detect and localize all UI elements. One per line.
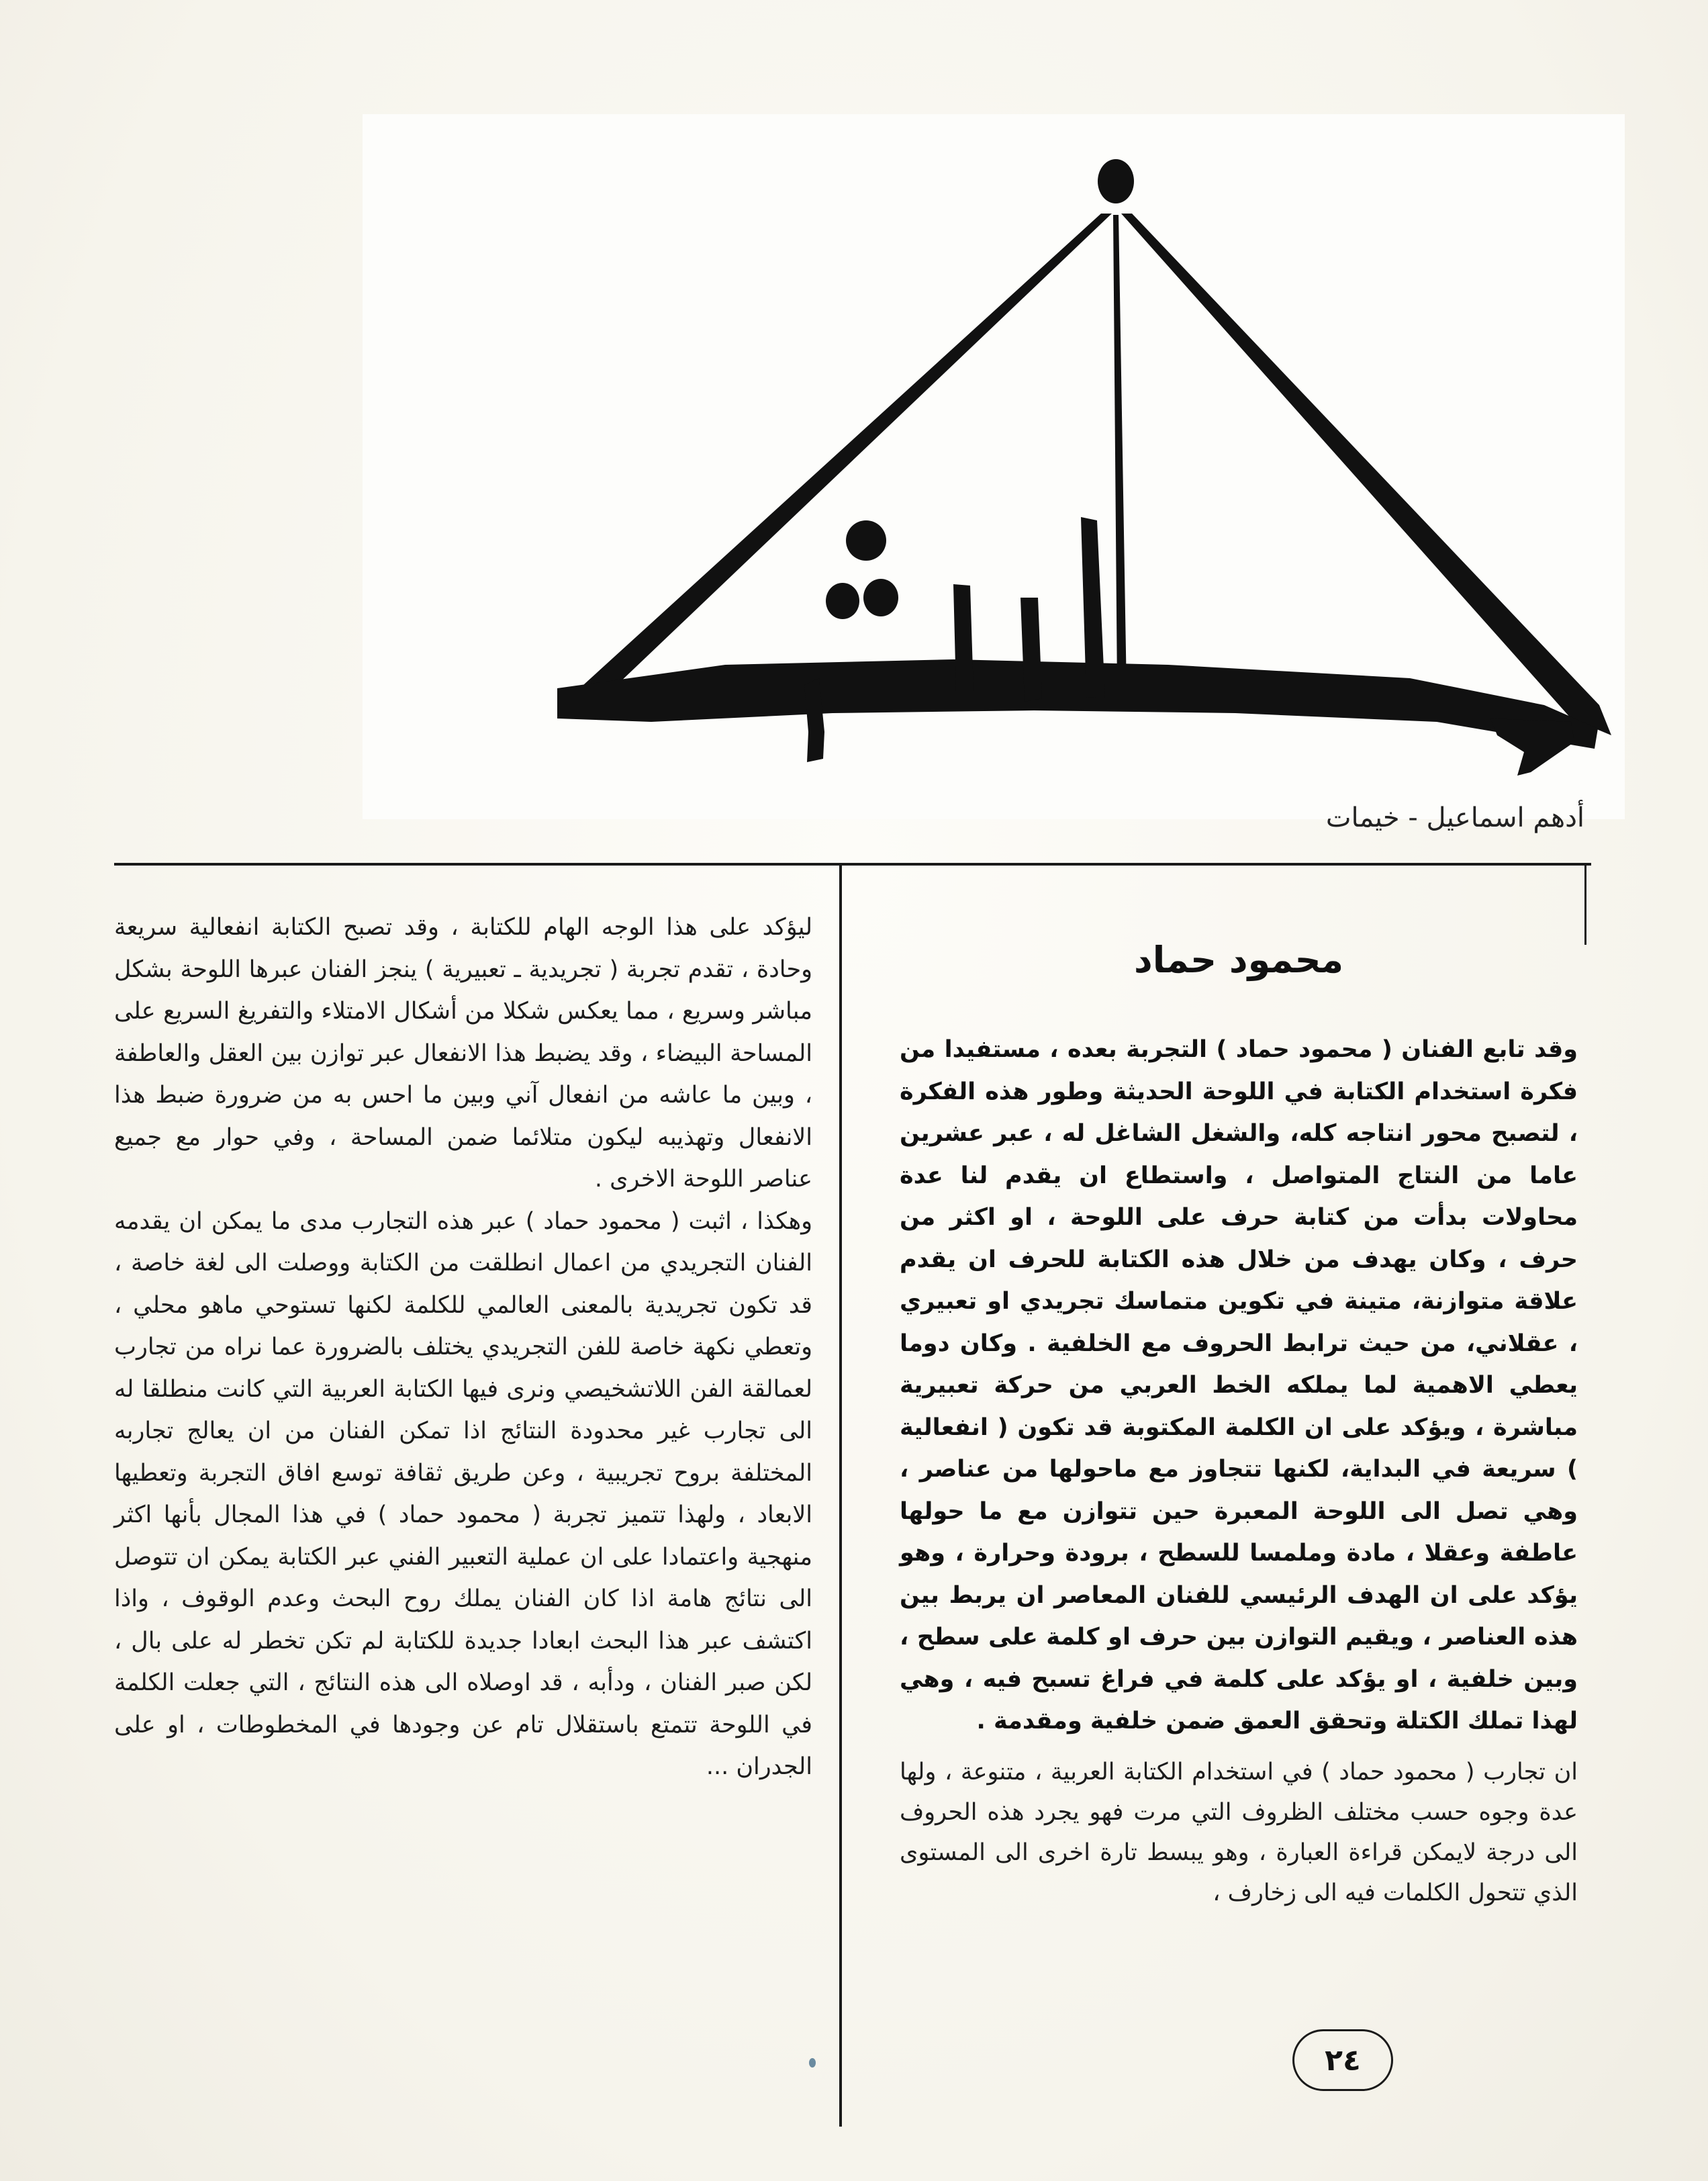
ink-speck	[809, 2058, 816, 2068]
right-column	[900, 933, 1578, 1913]
body-paragraph: وهكذا ، اثبت ( محمود حماد ) عبر هذه التجارب مدى ما يمكن ان يقدمه الفنان التجريدي من اعمال انطلقت من الكتابة ووصلت الى لغة خاصة ، قد تكون تجريدية بالمعنى العالمي للكلمة لكنها تستوحي ماهو محلي ، وتعطي نكهة خاصة للفن التجريدي يختلف بالضرورة عما نراه من تجارب لعمالقة الفن اللاتشخيصي ونرى فيها الكتابة العربية التي كانت منطلقا له الى تجارب غير محدودة النتائج اذا تمكن الفنان من ان يعالج تجاربه المختلفة بروح تجريبية ، وعن طريق ثقافة توسع افاق التجربة وتعطيها الابعاد ، ولهذا تتميز تجربة ( محمود حماد ) في هذا المجال بأنها اكثر منهجية واعتمادا على ان عملية التعبير الفني عبر الكتابة يمكن ان تتوصل الى نتائج هامة اذا كان الفنان يملك روح البحث وعدم الوقوف ، واذا اكتشف عبر هذا البحث ابعادا جديدة للكتابة لم تكن تخطر له على بال ، لكن صبر الفنان ، ودأبه ، قد اوصلاه الى هذه النتائج ، التي جعلت الكلمة في اللوحة تتمتع باستقلال تام عن وجودها في المخطوطات ، او على الجدران ...	[114, 1207, 812, 1780]
artwork-right-stroke	[1121, 214, 1611, 735]
left-column	[114, 907, 812, 1788]
artwork-base-stroke	[557, 659, 1598, 749]
artwork-top-dot	[1098, 159, 1134, 203]
body-paragraph: ان تجارب ( محمود حماد ) في استخدام الكتابة العربية ، متنوعة ، ولها عدة وجوه حسب مختلف الظروف التي مرت فهو يجرد هذه الحروف الى درجة لايمكن قراءة العبارة ، وهو يبسط تارة اخرى الى المستوى الذي تتحول الكلمات فيه الى زخارف ،	[900, 1758, 1578, 1906]
body-paragraph: ليؤكد على هذا الوجه الهام للكتابة ، وقد تصبح الكتابة انفعالية سريعة وحادة ، تقدم تجربة ( تجريدية ـ تعبيرية ) ينجز الفنان عبرها اللوحة بشكل مباشر وسريع ، مما يعكس شكلا من أشكال الامتلاء والتفريغ السريع على المساحة البيضاء ، وقد يضبط هذا الانفعال عبر توازن بين العقل والعاطفة ، وبين ما عاشه من انفعال آني وبين ما احس به من ضرورة ضبط هذا الانفعال وتهذيبه ليكون متلائما ضمن المساحة ، وفي حوار مع جميع عناصر اللوحة الاخرى .	[114, 914, 812, 1193]
article-title: محمود حماد	[1133, 939, 1344, 981]
artwork-tail-stroke	[1490, 718, 1574, 776]
artwork-center-line	[1113, 215, 1127, 692]
artwork-caption: أدهم اسماعيل - خيمات	[1325, 802, 1584, 833]
page-number: ٢٤	[1292, 2029, 1393, 2091]
column-divider	[839, 864, 842, 2127]
right-edge-rule	[1584, 864, 1586, 945]
calligraphy-artwork	[363, 114, 1625, 819]
artwork-dot-3	[826, 583, 859, 619]
artwork-dot-1	[846, 520, 886, 561]
horizontal-divider	[114, 863, 1591, 866]
intro-paragraph: وقد تابع الفنان ( محمود حماد ) التجربة بعده ، مستفيدا من فكرة استخدام الكتابة في اللوحة الحديثة وطور هذه الفكرة ، لتصبح محور انتاجه كله، والشغل الشاغل له ، عبر عشرين عاما من النتاج المتواصل ، واستطاع ان يقدم لنا عدة محاولات بدأت من كتابة حرف على اللوحة ، او اكثر من حرف ، وكان يهدف من خلال هذه الكتابة للحرف ان يقدم علاقة متوازنة، متينة في تكوين متماسك تجريدي او تعبيري ، عقلاني، من حيث ترابط الحروف مع الخلفية . وكان دوما يعطي الاهمية لما يملكه الخط العربي من حركة تعبيرية مباشرة ، ويؤكد على ان الكلمة المكتوبة قد تكون ( انفعالية ) سريعة في البداية، لكنها تتجاوز مع ماحولها من عناصر ، وهي تصل الى اللوحة المعبرة حين تتوازن مع ما حولها عاطفة وعقلا ، مادة وملمسا للسطح ، برودة وحرارة ، وهو يؤكد على ان الهدف الرئيسي للفنان المعاصر ان يربط بين هذه العناصر ، ويقيم التوازن بين حرف او كلمة على سطح ، وبين خلفية ، او يؤكد على كلمة في فراغ تسبح فيه ، وهي لهذا تملك الكتلة وتحقق العمق ضمن خلفية ومقدمة .	[900, 1036, 1578, 1734]
artwork-dot-2	[863, 579, 898, 616]
artwork-letter-stroke-2	[953, 584, 974, 692]
